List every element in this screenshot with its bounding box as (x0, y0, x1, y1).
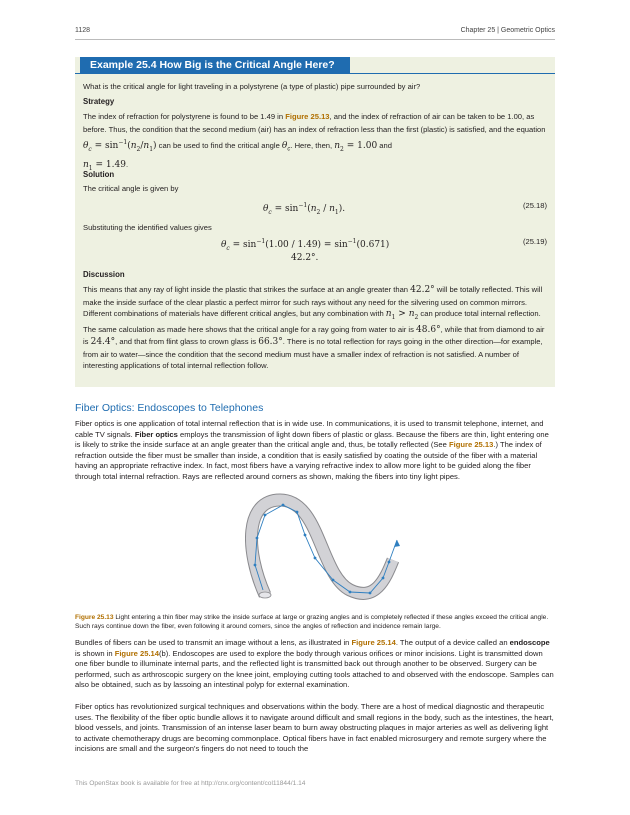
discussion-text: This means that any ray of light inside the plastic that strikes the surface at an angle greater than 42.2° will be totally reflected. This will make the inside surface of the clear plastic a perfect mirror for such rays without any need for the silvering used on common mirrors. Different combinations of materials have different critical angles, but any combination with $n_1 > n_2$ can produce total internal reflection. The same calculation as made here shows that the critical angle for a ray going from water to air is 48.6°, while that from diamond to air is 24.4°, and that from flint glass to crown glass is 66.3°. There is no total reflection for rays going in the other direction—for example, from air to water—since the condition that the second medium must have a smaller index of refraction is not satisfied. A number of interesting applications of total internal reflection follow. (83, 285, 545, 371)
chapter-title: Chapter 25 | Geometric Optics (460, 27, 555, 34)
fiber-end (259, 592, 271, 598)
substituting-text: Substituting the identified values gives (83, 223, 212, 232)
solution-heading: Solution (83, 170, 115, 179)
equation-number-25-18: (25.18) (522, 201, 547, 210)
endoscope-paragraph: Bundles of fibers can be used to transmit an image without a lens, as illustrated in Figure 25.14. The output of a device called an endoscope is shown in Figure 25.14(b). Endoscopes are used to explore the body through various orifices or minor incisions. Light is transmitted down one fiber bundle to illuminate internal parts, and the reflected light is transmitted back out through another to be observed. Surgery can be performed, such as arthroscopic surgery on the knee joint, employing cutting tools attached to and observed with the endoscope. Samples can also be obtained, such as by lassoing an intestinal polyp for external examination. (75, 638, 554, 690)
figure-link[interactable]: Figure 25.14 (114, 648, 160, 658)
equation-25-19: $\theta_c = \sin^{-1}(1.00 / 1.49) = \sin^{-1}(0.671)$ (221, 238, 390, 252)
fiber-optic-figure (245, 490, 415, 610)
figure-caption: Figure 25.13 Light entering a thin fiber may strike the inside surface at large or grazing angles and is completely reflected if these angles exceed the critical angle. Such rays continue down the fiber, even following it around corners, since the angles of reflection and incidence remain large. (75, 614, 549, 630)
section-title: Fiber Optics: Endoscopes to Telephones (75, 402, 264, 414)
strategy-heading: Strategy (83, 97, 115, 106)
figure-link[interactable]: Figure 25.13 (285, 112, 330, 121)
header-rule (75, 39, 555, 40)
example-title-rule (75, 73, 555, 74)
surgery-paragraph: Fiber optics has revolutionized surgical techniques and observations within the body. There are a host of medical diagnostic and therapeutic uses. The flexibility of the fiber optic bundle allows it to navigate around difficult and small regions in the body, such as the intestines, the heart, blood vessels, and joints. Transmission of an intense laser beam to burn away obstructing plaques in major arteries as well as delivering light to activate chemotherapy drugs are becoming commonplace. Optical fibers have in fact enabled microsurgery and remote surgery where the incisions are small and the surgeon's fingers do not need to touch the (75, 702, 554, 754)
fiber-core (251, 500, 393, 595)
page-number: 1128 (75, 27, 91, 34)
discussion-heading: Discussion (83, 270, 125, 279)
fiber-optics-paragraph: Fiber optics is one application of total internal reflection that is in wide use. In communications, it is used to transmit telephone, internet, and cable TV signals. Fiber optics employs the transmission of light down fibers of plastic or glass. Because the fibers are thin, light entering one is likely to strike the inside surface at an angle greater than the critical angle and, thus, be totally reflected (See Figure 25.13.) The index of refraction outside the fiber must be smaller than inside, a condition that is easily satisfied by coating the outside of the fiber with a material having an appropriate refractive index. In fact, most fibers have a varying refractive index to allow more light to be guided along the fiber through total internal refraction. Rays are reflected around corners as shown, making the fibers into tiny light pipes. (75, 419, 549, 481)
figure-link[interactable]: Figure 25.14 (351, 638, 396, 647)
strategy-text: The index of refraction for polystyrene is found to be 1.49 in Figure 25.13, and the index of refraction of air can be taken to be 1.00, as before. Thus, the condition that the second medium (air) has an index of refraction less than the first (plastic) is satisfied, and the equation $\theta_c = \sin^{-1}(n_2/n_1)$ can be used to find the critical angle $\theta_c$. Here, then, $n_2 = 1.00$ and $n_1 = 1.49$. (83, 112, 546, 172)
solution-text: The critical angle is given by (83, 184, 179, 193)
ray-arrowhead (394, 540, 400, 547)
example-box (75, 57, 555, 387)
figure-link[interactable]: Figure 25.13 (449, 440, 494, 450)
equation-25-18: $\theta_c = \sin^{-1}(n_2 / n_1)$. (263, 202, 346, 216)
page-footer: This OpenStax book is available for free at http://cnx.org/content/col11844/1.14 (75, 780, 306, 787)
equation-25-19-result: 42.2°. (291, 253, 319, 263)
critical-angle-equation: $\theta_c = \sin^{-1}(n_2/n_1)$ (83, 139, 157, 153)
example-title: Example 25.4 How Big is the Critical Angle Here? (80, 57, 350, 73)
figure-label: Figure 25.13 (75, 614, 114, 621)
example-question: What is the critical angle for light traveling in a polystyrene (a type of plastic) pipe surrounded by air? (83, 82, 421, 91)
equation-number-25-19: (25.19) (522, 237, 547, 246)
